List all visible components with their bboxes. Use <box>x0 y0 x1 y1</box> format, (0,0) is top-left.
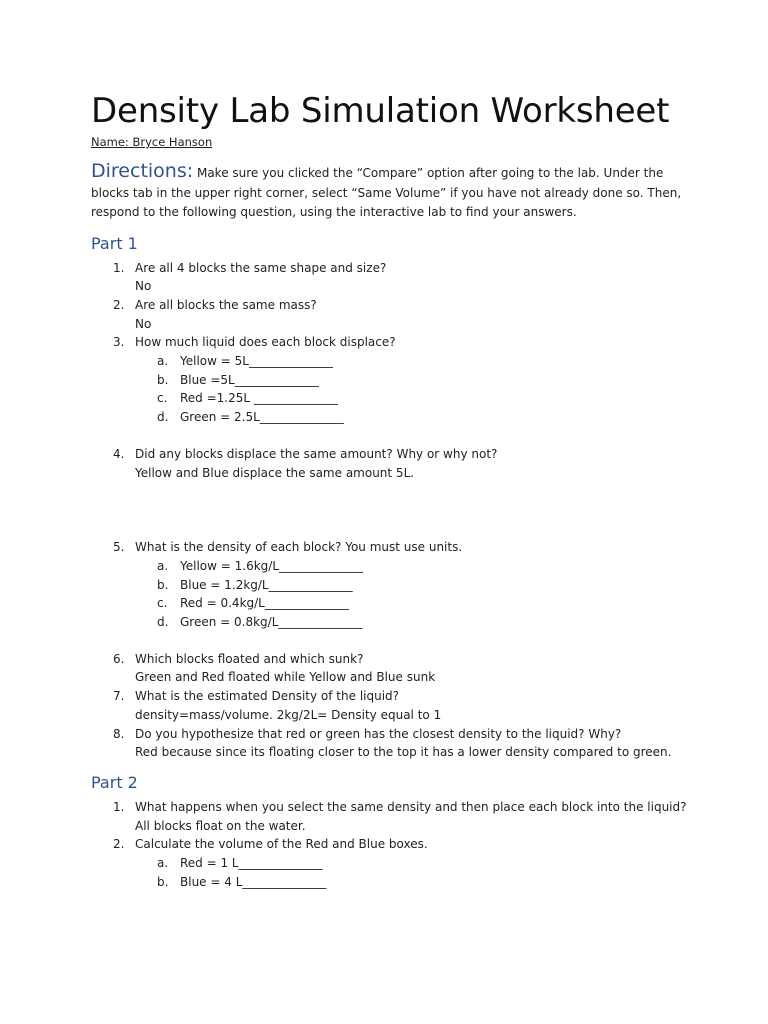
question-item <box>91 259 691 296</box>
sub-answer-item <box>135 594 691 613</box>
question-item <box>91 445 691 482</box>
answer-text: Red because since its floating closer to the top it has a lower density compared to green. <box>135 745 672 760</box>
question-item <box>91 538 691 632</box>
sub-answer-text: Red = 0.4kg/L______________ <box>180 596 349 611</box>
question-item <box>91 333 691 427</box>
sub-answer-text: Yellow = 1.6kg/L______________ <box>180 558 364 573</box>
sub-answer-text: Red = 1 L______________ <box>180 856 323 871</box>
question-text: How much liquid does each block displace? <box>135 335 396 350</box>
sub-letter: c. <box>157 596 168 611</box>
sub-answer-text: Green = 0.8kg/L______________ <box>180 615 363 630</box>
spacer <box>91 427 691 445</box>
question-text: What happens when you select the same density and then place each block into the liquid? All blocks float on the water. <box>135 799 687 833</box>
sub-answer-text: Red =1.25L ______________ <box>180 391 338 406</box>
part2-heading: Part 2 <box>91 772 138 792</box>
sub-letter: a. <box>157 558 169 573</box>
question-number: 6. <box>113 651 125 666</box>
question-text: Are all blocks the same mass? <box>135 297 317 312</box>
sub-answer-text: Blue = 1.2kg/L______________ <box>180 577 353 592</box>
question-number: 2. <box>113 297 125 312</box>
sub-letter: b. <box>157 577 169 592</box>
sub-letter: a. <box>157 354 169 369</box>
sub-answer-list <box>135 557 691 632</box>
directions-paragraph <box>91 162 691 223</box>
question-text: Are all 4 blocks the same shape and size? <box>135 260 387 275</box>
question-number: 8. <box>113 726 125 741</box>
sub-letter: b. <box>157 372 169 387</box>
question-number: 5. <box>113 540 125 555</box>
question-text: What is the estimated Density of the liquid? <box>135 689 400 704</box>
question-text: What is the density of each block? You must use units. <box>135 540 463 555</box>
answer-text: Yellow and Blue displace the same amount 5L. <box>135 465 415 480</box>
question-text: Calculate the volume of the Red and Blue boxes. <box>135 837 428 852</box>
part1-question-list <box>91 259 691 762</box>
sub-answer-item <box>135 389 691 408</box>
question-number: 7. <box>113 689 125 704</box>
sub-answer-text: Blue = 4 L______________ <box>180 874 327 889</box>
sub-answer-item <box>135 408 691 427</box>
answer-text: Green and Red floated while Yellow and Blue sunk <box>135 670 436 685</box>
directions-heading: Directions: <box>91 160 194 182</box>
question-text: Did any blocks displace the same amount? Why or why not? <box>135 446 498 461</box>
sub-answer-list <box>135 352 691 427</box>
spacer <box>91 482 691 538</box>
question-item <box>91 687 691 724</box>
question-number: 2. <box>113 837 125 852</box>
sub-answer-item <box>135 557 691 576</box>
part2-question-list <box>91 798 691 892</box>
sub-letter: b. <box>157 874 169 889</box>
question-text: Do you hypothesize that red or green has the closest density to the liquid? Why? <box>135 726 622 741</box>
sub-letter: d. <box>157 410 169 425</box>
part1-heading: Part 1 <box>91 233 138 253</box>
question-item <box>91 296 691 333</box>
question-item <box>91 835 691 891</box>
student-name: Name: Bryce Hanson <box>91 135 213 149</box>
question-number: 3. <box>113 335 125 350</box>
question-number: 1. <box>113 799 125 814</box>
question-text: Which blocks floated and which sunk? <box>135 651 364 666</box>
sub-letter: c. <box>157 391 168 406</box>
answer-text: No <box>135 316 152 331</box>
question-number: 4. <box>113 446 125 461</box>
question-item <box>91 798 691 835</box>
sub-answer-list <box>135 854 691 891</box>
sub-answer-item <box>135 613 691 632</box>
spacer <box>91 632 691 650</box>
sub-answer-item <box>135 873 691 892</box>
question-item <box>91 650 691 687</box>
sub-letter: a. <box>157 856 169 871</box>
sub-answer-item <box>135 576 691 595</box>
sub-letter: d. <box>157 615 169 630</box>
sub-answer-text: Green = 2.5L______________ <box>180 410 344 425</box>
sub-answer-item <box>135 854 691 873</box>
sub-answer-text: Yellow = 5L______________ <box>180 354 333 369</box>
question-number: 1. <box>113 260 125 275</box>
sub-answer-item <box>135 371 691 390</box>
question-item <box>91 725 691 762</box>
sub-answer-text: Blue =5L______________ <box>180 372 319 387</box>
answer-text: No <box>135 279 152 294</box>
directions-text: Make sure you clicked the “Compare” option after going to the lab. Under the blocks tab in the upper right corner, select “Same Volume” if you have not already done so. Then, respond to the following question, using the interactive lab to find your answers. <box>91 166 682 219</box>
worksheet-page <box>91 90 691 891</box>
answer-text: density=mass/volume. 2kg/2L= Density equal to 1 <box>135 707 442 722</box>
sub-answer-item <box>135 352 691 371</box>
page-title: Density Lab Simulation Worksheet <box>91 91 670 131</box>
